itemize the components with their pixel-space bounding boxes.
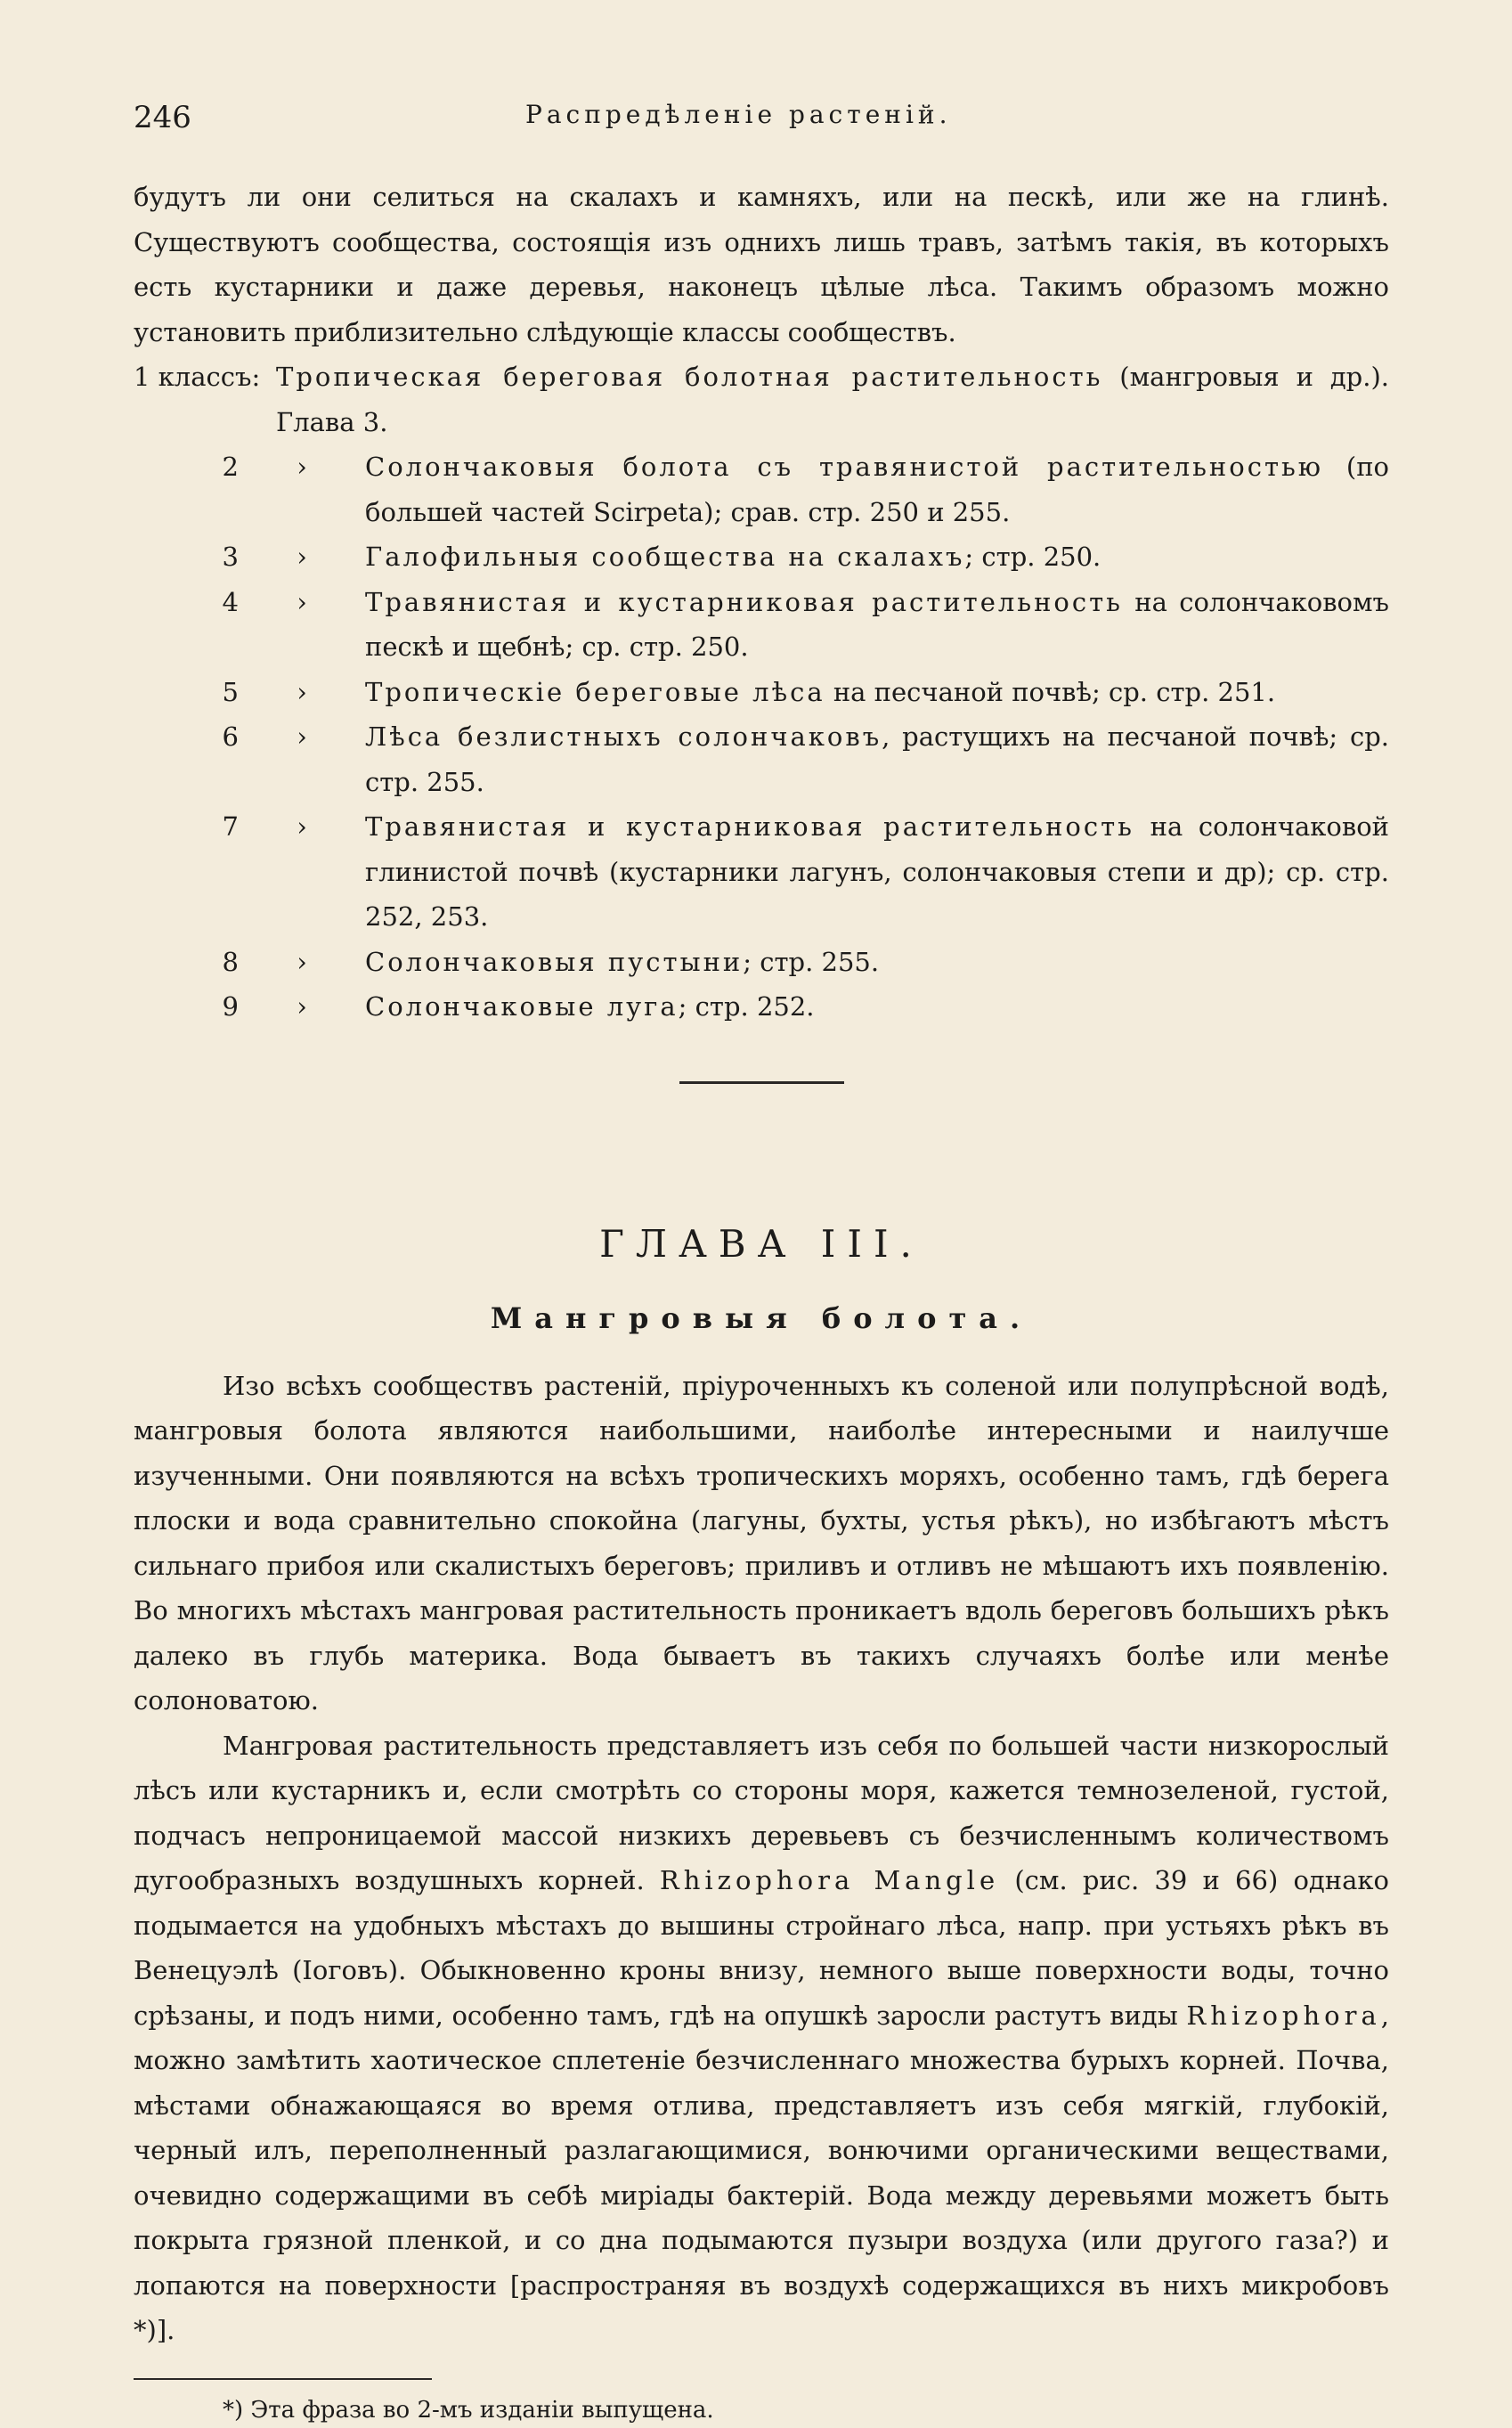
class-item-4 xyxy=(134,580,1389,670)
item-name: Тропическая береговая болотная растительность xyxy=(276,362,1103,392)
item-ditto-mark: › xyxy=(297,721,307,752)
intro-paragraph: будутъ ли они селиться на скалахъ и камняхъ, или на пескѣ, или же на глинѣ. Существуютъ сообщества, состоящія изъ однихъ лишь травъ, затѣмъ такія, въ которыхъ есть кустарники и даже деревья, наконецъ цѣлые лѣса. Такимъ образомъ можно установить приблизительно слѣдующіе классы сообществъ. xyxy=(134,182,1389,347)
item-detail: ; стр. 252. xyxy=(678,991,815,1022)
item-text xyxy=(365,714,1389,804)
item-number: 3 xyxy=(222,542,239,572)
item-number: 8 xyxy=(222,946,239,977)
class-item-5 xyxy=(134,670,1389,715)
item-detail: , растущихъ на песчаной почвѣ; ср. стр. 255. xyxy=(365,721,1389,797)
footnote: *) Эта фраза во 2-мъ изданіи выпущена. xyxy=(223,2396,714,2424)
item-name: Солончаковыя пустыни xyxy=(365,946,744,977)
item-detail: на песчаной почвѣ; ср. стр. 251. xyxy=(825,676,1276,707)
class-item-7 xyxy=(134,804,1389,940)
chapter-title: ГЛАВА III. xyxy=(599,1221,923,1266)
chapter-subtitle: Мангровыя болота. xyxy=(490,1300,1033,1335)
item-text xyxy=(365,444,1389,534)
item-text xyxy=(365,984,1389,1030)
item-name: Солончаковыя болота съ травянистой растительностью xyxy=(365,452,1324,482)
paragraph-text: (см. рис. 39 и 66) однако подымается на удобныхъ мѣстахъ до вышины стройнаго лѣса, напр. при устьяхъ рѣкъ въ Венецуэлѣ (Іоговъ). Обыкновенно кроны внизу, немного выше поверхности воды, точно срѣзаны, и подъ ними, особенно тамъ, гдѣ на опушкѣ заросли растутъ виды xyxy=(134,1865,1389,2031)
item-ditto-mark: › xyxy=(297,991,307,1022)
item-detail: на солончаковомъ пескѣ и щебнѣ; ср. стр. 250. xyxy=(365,586,1389,662)
item-number: 4 xyxy=(222,586,239,617)
paragraph-text: Мангровая растительность представляетъ изъ себя по большей части низкорослый лѣсъ или кустарникъ и, если смотрѣть со стороны моря, кажется темнозеленой, густой, подчасъ непроницаемой массой низкихъ деревьевъ съ безчисленнымъ количествомъ дугообразныхъ воздушныхъ корней. xyxy=(134,1730,1389,1895)
section-divider xyxy=(679,1081,844,1084)
item-text xyxy=(264,354,1389,444)
item-number: 2 xyxy=(222,452,239,482)
item-name: Галофильныя сообщества на скалахъ xyxy=(365,542,965,572)
paragraph-text: , можно замѣтить хаотическое сплетеніе безчисленнаго множества бурыхъ корней. Почва, мѣстами обнажающаяся во время отлива, представляетъ изъ себя мягкій, глубокій, черный илъ, переполненный разлагающимися, вонючими органическими веществами, очевидно содержащими въ себѣ миріады бактерій. Вода между деревьями можетъ быть покрыта грязной пленкой, и со дна подымаются пузыри воздуха (или другого газа?) и лопаются на поверхности [распространяя въ воздухѣ содержащихся въ нихъ микробовъ *)]. xyxy=(134,2000,1389,2345)
item-name: Тропическіе береговые лѣса xyxy=(365,676,825,707)
item-number: 9 xyxy=(222,991,239,1022)
item-text xyxy=(365,940,1389,985)
item-ditto-mark: › xyxy=(297,452,307,482)
item-detail: ; стр. 255. xyxy=(743,946,880,977)
running-head xyxy=(134,100,1389,144)
item-detail: (по большей частей Scirpeta); срав. стр. 250 и 255. xyxy=(365,452,1389,527)
page-number: 246 xyxy=(134,100,191,135)
item-number: 1 классъ: xyxy=(134,362,261,392)
genus-name: Rhizophora xyxy=(1186,2000,1381,2031)
item-ditto-mark: › xyxy=(297,586,307,617)
item-number: 7 xyxy=(222,811,239,842)
class-item-2 xyxy=(134,444,1389,534)
item-ditto-mark: › xyxy=(297,676,307,707)
item-text xyxy=(365,534,1389,580)
item-ditto-mark: › xyxy=(297,542,307,572)
item-detail: (мангровыя и др.). Глава 3. xyxy=(276,362,1389,437)
footnote-rule xyxy=(134,2378,432,2380)
item-text xyxy=(365,670,1389,715)
item-ditto-mark xyxy=(239,354,264,444)
item-name: Лѣса безлистныхъ солончаковъ xyxy=(365,721,882,752)
class-item-9 xyxy=(134,984,1389,1030)
item-detail: ; стр. 250. xyxy=(964,542,1101,572)
class-list xyxy=(134,354,1389,1030)
body-paragraph-1: Изо всѣхъ сообществъ растеній, пріуроченныхъ къ соленой или полупрѣсной водѣ, мангровыя болота являются наибольшими, наиболѣе интересными и наилучше изученными. Они появляются на всѣхъ тропическихъ моряхъ, особенно тамъ, гдѣ берега плоски и вода сравнительно спокойна (лагуны, бухты, устья рѣкъ), но избѣгаютъ мѣстъ сильнаго прибоя или скалистыхъ береговъ; приливъ и отливъ не мѣшаютъ ихъ появленію. Во многихъ мѣстахъ мангровая растительность проникаетъ вдоль береговъ большихъ рѣкъ далеко въ глубь материка. Вода бываетъ въ такихъ случаяхъ болѣе или менѣе солоноватою. xyxy=(134,1370,1389,1715)
class-item-6 xyxy=(134,714,1389,804)
running-title: Распредѣленіе растеній. xyxy=(525,100,952,129)
class-item-8 xyxy=(134,940,1389,985)
item-text xyxy=(365,804,1389,940)
item-number: 6 xyxy=(222,721,239,752)
page-content xyxy=(134,175,1389,2428)
item-number: 5 xyxy=(222,676,239,707)
item-name: Травянистая и кустарниковая растительность xyxy=(365,811,1134,842)
item-detail: на солончаковой глинистой почвѣ (кустарники лагунъ, солончаковыя степи и др); ср. стр. 252, 253. xyxy=(365,811,1389,932)
item-ditto-mark: › xyxy=(297,946,307,977)
item-name: Солончаковые луга xyxy=(365,991,679,1022)
class-item-1 xyxy=(134,354,1389,444)
item-name: Травянистая и кустарниковая растительность xyxy=(365,586,1123,617)
body-paragraph-2 xyxy=(134,1723,1389,2353)
species-name: Rhizophora Mangle xyxy=(659,1865,1000,1895)
class-item-3 xyxy=(134,534,1389,580)
item-text xyxy=(365,580,1389,670)
item-ditto-mark: › xyxy=(297,811,307,842)
